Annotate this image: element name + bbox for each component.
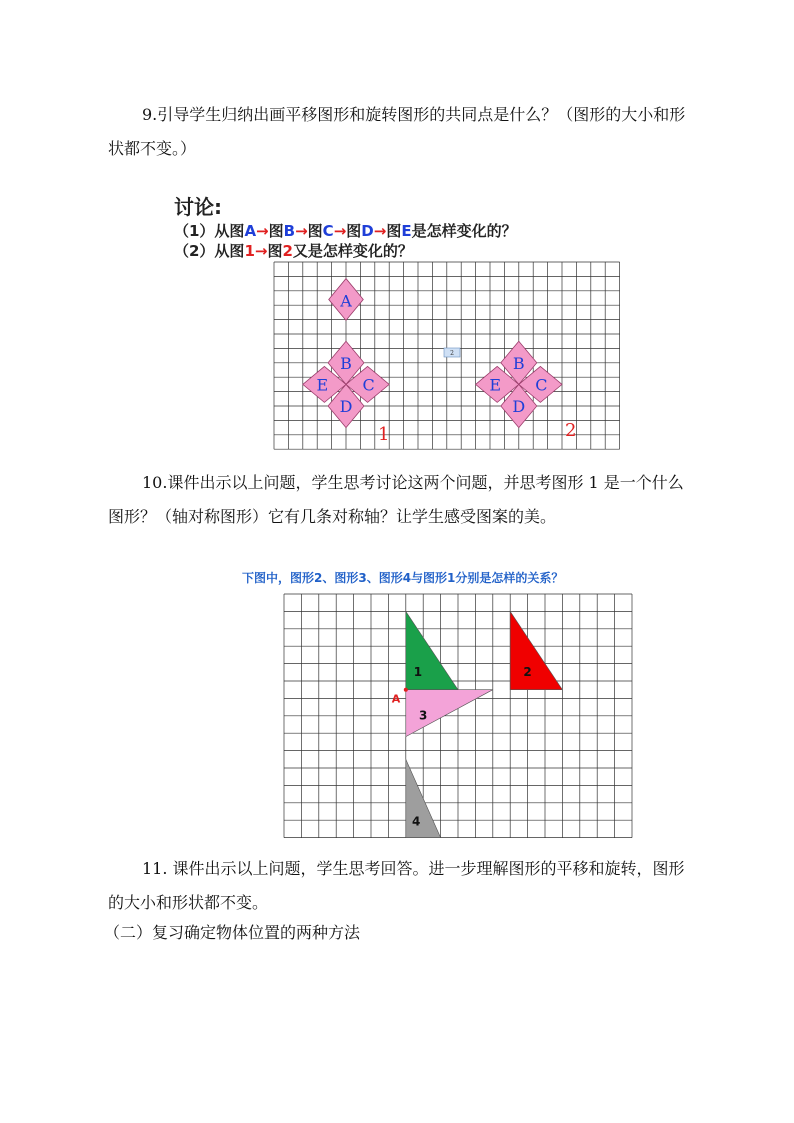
question-text: 图 <box>267 242 283 260</box>
question-text: 2 <box>282 242 293 260</box>
question-text: → <box>256 222 269 240</box>
question-1 <box>174 222 517 240</box>
question-text: 图 <box>268 222 284 240</box>
triangle-label: 1 <box>413 664 423 679</box>
triangle-shape <box>510 611 562 689</box>
question-text: B <box>283 222 296 240</box>
diamond-label: A <box>340 291 352 311</box>
slide-marker <box>444 348 460 357</box>
section-heading: （二）复习确定物体位置的两种方法 <box>104 923 361 942</box>
diamond-label: C <box>362 375 375 395</box>
question-text: E <box>401 222 412 240</box>
question-text: A <box>244 222 257 240</box>
figure1-title: 讨论: <box>174 195 222 219</box>
triangle-label: 3 <box>419 708 428 723</box>
triangle-2 <box>510 611 562 689</box>
question-text: → <box>254 242 268 260</box>
question-text: 图 <box>346 222 362 240</box>
triangle-1 <box>406 611 458 689</box>
question-text: → <box>373 222 387 240</box>
paragraph-9: 9.引导学生归纳出画平移图形和旋转图形的共同点是什么？（图形的大小和形状都不变。） <box>108 105 686 158</box>
paragraph-10: 10.课件出示以上问题，学生思考讨论这两个问题，并思考图形 1 是一个什么图形？（轴对称图形）它有几条对称轴？让学生感受图案的美。 <box>108 473 684 526</box>
diamond-label: E <box>316 375 329 395</box>
grid <box>284 594 632 838</box>
group-number-2: 2 <box>565 420 577 441</box>
svg-text:2: 2 <box>450 350 454 357</box>
question-text: → <box>295 222 308 240</box>
question-text: 图 <box>386 222 402 240</box>
diamond-label: E <box>489 375 502 395</box>
point-a-dot <box>404 688 408 692</box>
question-text: （1）从图 <box>174 222 245 240</box>
triangle-label: 4 <box>412 814 421 829</box>
group-number-1: 1 <box>378 424 390 445</box>
diamond-a <box>329 279 364 321</box>
question-text: 是怎样变化的？ <box>411 222 517 240</box>
diamond-label: C <box>535 375 548 395</box>
question-text: → <box>333 222 347 240</box>
paragraph-11: 11. 课件出示以上问题，学生思考回答。进一步理解图形的平移和旋转，图形的大小和形状都不变。 <box>108 859 685 912</box>
triangles <box>392 611 563 837</box>
question-text: 图 <box>307 222 323 240</box>
figure2-question: 下图中，图形2、图形3、图形4与图形1分别是怎样的关系？ <box>242 571 564 585</box>
question-text: 又是怎样变化的？ <box>292 242 413 260</box>
diamond-label: D <box>339 397 353 416</box>
figure-translation-rotation <box>166 190 686 460</box>
diamond-label: B <box>512 353 525 373</box>
question-text: 1 <box>244 242 255 260</box>
figure-triangles <box>232 566 642 846</box>
diamond-label: D <box>512 397 526 416</box>
triangle-3 <box>406 690 493 737</box>
point-a-label: A <box>391 692 401 706</box>
triangle-label: 2 <box>523 664 532 679</box>
question-text: D <box>361 222 374 240</box>
diamond-label: B <box>340 353 352 373</box>
question-text: （2）从图 <box>174 242 245 260</box>
question-2 <box>174 242 413 260</box>
question-text: C <box>322 222 334 240</box>
